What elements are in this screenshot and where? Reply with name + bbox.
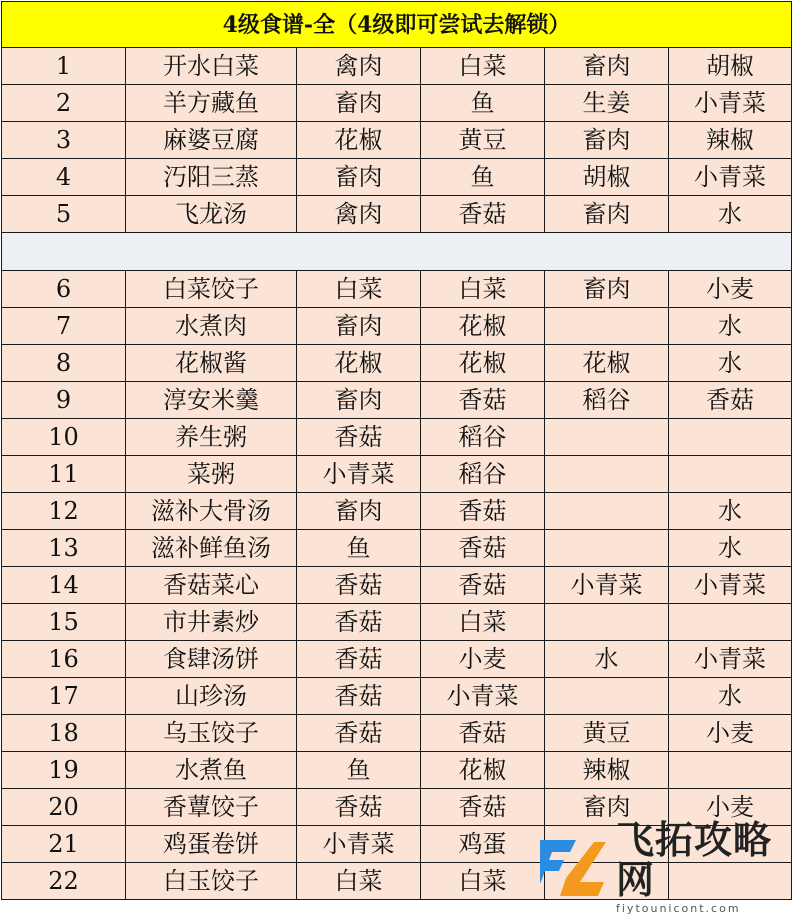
ingredient-3 — [545, 604, 669, 641]
recipe-number: 7 — [2, 308, 126, 345]
ingredient-2: 香菇 — [421, 789, 545, 826]
recipe-number: 9 — [2, 382, 126, 419]
recipe-name: 养生粥 — [126, 419, 297, 456]
ingredient-1: 香菇 — [297, 789, 421, 826]
ingredient-2: 鱼 — [421, 159, 545, 196]
recipe-number: 11 — [2, 456, 126, 493]
recipe-number: 12 — [2, 493, 126, 530]
recipe-name: 羊方藏鱼 — [126, 85, 297, 122]
ingredient-2: 香菇 — [421, 567, 545, 604]
ingredient-2: 白菜 — [421, 604, 545, 641]
recipe-number: 15 — [2, 604, 126, 641]
ingredient-4: 胡椒 — [669, 48, 792, 85]
ingredient-1: 白菜 — [297, 863, 421, 900]
ingredient-2: 白菜 — [421, 48, 545, 85]
ingredient-4 — [669, 604, 792, 641]
ingredient-4: 小青菜 — [669, 567, 792, 604]
recipe-number: 8 — [2, 345, 126, 382]
ingredient-3: 畜肉 — [545, 789, 669, 826]
table-row — [2, 567, 792, 604]
table-row — [2, 863, 792, 900]
recipe-number: 18 — [2, 715, 126, 752]
ingredient-4 — [669, 419, 792, 456]
ingredient-1: 鱼 — [297, 530, 421, 567]
ingredient-2: 香菇 — [421, 493, 545, 530]
recipe-name: 白菜饺子 — [126, 271, 297, 308]
ingredient-2: 黄豆 — [421, 122, 545, 159]
table-row — [2, 85, 792, 122]
table-row — [2, 345, 792, 382]
recipe-number: 16 — [2, 641, 126, 678]
ingredient-2: 香菇 — [421, 530, 545, 567]
recipe-number: 1 — [2, 48, 126, 85]
recipe-number: 20 — [2, 789, 126, 826]
recipe-name: 鸡蛋卷饼 — [126, 826, 297, 863]
table-title: 4级食谱-全（4级即可尝试去解锁） — [2, 2, 792, 48]
ingredient-3: 畜肉 — [545, 122, 669, 159]
ingredient-3 — [545, 308, 669, 345]
ingredient-4: 水 — [669, 530, 792, 567]
recipe-name: 开水白菜 — [126, 48, 297, 85]
table-row — [2, 530, 792, 567]
table-row — [2, 789, 792, 826]
table-row — [2, 493, 792, 530]
ingredient-1: 香菇 — [297, 678, 421, 715]
ingredient-3 — [545, 863, 669, 900]
recipe-name: 山珍汤 — [126, 678, 297, 715]
ingredient-3: 水 — [545, 641, 669, 678]
recipe-number: 21 — [2, 826, 126, 863]
ingredient-3 — [545, 678, 669, 715]
ingredient-1: 禽肉 — [297, 48, 421, 85]
ingredient-2: 花椒 — [421, 308, 545, 345]
ingredient-4: 水 — [669, 196, 792, 233]
spacer-cell — [2, 233, 792, 271]
ingredient-3: 花椒 — [545, 345, 669, 382]
recipe-name: 白玉饺子 — [126, 863, 297, 900]
table-row — [2, 419, 792, 456]
recipe-number: 13 — [2, 530, 126, 567]
ingredient-4: 小青菜 — [669, 641, 792, 678]
table-row — [2, 715, 792, 752]
ingredient-4: 水 — [669, 308, 792, 345]
recipe-name: 香蕈饺子 — [126, 789, 297, 826]
table-row — [2, 122, 792, 159]
ingredient-1: 香菇 — [297, 567, 421, 604]
ingredient-4: 小青菜 — [669, 85, 792, 122]
ingredient-1: 畜肉 — [297, 159, 421, 196]
ingredient-4 — [669, 456, 792, 493]
ingredient-4: 辣椒 — [669, 122, 792, 159]
table-row — [2, 456, 792, 493]
table-row — [2, 641, 792, 678]
ingredient-1: 鱼 — [297, 752, 421, 789]
recipe-name: 汅阳三蒸 — [126, 159, 297, 196]
ingredient-4: 香菇 — [669, 382, 792, 419]
recipe-number: 5 — [2, 196, 126, 233]
ingredient-2: 白菜 — [421, 271, 545, 308]
ingredient-1: 香菇 — [297, 715, 421, 752]
ingredient-1: 花椒 — [297, 122, 421, 159]
ingredient-2: 鱼 — [421, 85, 545, 122]
recipe-name: 滋补鲜鱼汤 — [126, 530, 297, 567]
title-row — [2, 2, 792, 48]
ingredient-3 — [545, 419, 669, 456]
recipe-number: 4 — [2, 159, 126, 196]
ingredient-1: 香菇 — [297, 419, 421, 456]
recipe-number: 17 — [2, 678, 126, 715]
ingredient-2: 香菇 — [421, 196, 545, 233]
ingredient-1: 畜肉 — [297, 308, 421, 345]
recipe-name: 麻婆豆腐 — [126, 122, 297, 159]
recipe-name: 飞龙汤 — [126, 196, 297, 233]
recipe-table — [1, 1, 792, 900]
ingredient-2: 花椒 — [421, 345, 545, 382]
ingredient-3 — [545, 826, 669, 863]
ingredient-3: 小青菜 — [545, 567, 669, 604]
ingredient-4: 小麦 — [669, 271, 792, 308]
ingredient-3: 黄豆 — [545, 715, 669, 752]
ingredient-4 — [669, 826, 792, 863]
ingredient-2: 稻谷 — [421, 419, 545, 456]
ingredient-2: 花椒 — [421, 752, 545, 789]
ingredient-4: 小青菜 — [669, 159, 792, 196]
ingredient-4: 小麦 — [669, 789, 792, 826]
ingredient-4: 水 — [669, 345, 792, 382]
recipe-number: 22 — [2, 863, 126, 900]
recipe-table-body — [2, 2, 792, 900]
ingredient-2: 鸡蛋 — [421, 826, 545, 863]
ingredient-3: 稻谷 — [545, 382, 669, 419]
recipe-number: 19 — [2, 752, 126, 789]
table-row — [2, 159, 792, 196]
recipe-name: 市井素炒 — [126, 604, 297, 641]
table-row — [2, 604, 792, 641]
watermark-cn: 飞拓攻略网 — [616, 817, 773, 902]
table-row — [2, 752, 792, 789]
ingredient-3 — [545, 530, 669, 567]
ingredient-2: 香菇 — [421, 715, 545, 752]
ingredient-1: 花椒 — [297, 345, 421, 382]
recipe-number: 10 — [2, 419, 126, 456]
ingredient-1: 白菜 — [297, 271, 421, 308]
ingredient-1: 畜肉 — [297, 85, 421, 122]
ingredient-4: 水 — [669, 493, 792, 530]
ingredient-2: 小青菜 — [421, 678, 545, 715]
ingredient-2: 白菜 — [421, 863, 545, 900]
recipe-name: 滋补大骨汤 — [126, 493, 297, 530]
recipe-name: 花椒酱 — [126, 345, 297, 382]
ingredient-3 — [545, 493, 669, 530]
recipe-name: 乌玉饺子 — [126, 715, 297, 752]
ingredient-1: 香菇 — [297, 604, 421, 641]
ingredient-1: 小青菜 — [297, 456, 421, 493]
ingredient-4 — [669, 863, 792, 900]
watermark-en: fiytounicont.com — [616, 902, 741, 915]
recipe-name: 菜粥 — [126, 456, 297, 493]
ingredient-4: 小麦 — [669, 715, 792, 752]
recipe-name: 水煮鱼 — [126, 752, 297, 789]
recipe-number: 2 — [2, 85, 126, 122]
table-row — [2, 308, 792, 345]
ingredient-3: 生姜 — [545, 85, 669, 122]
spacer-row — [2, 233, 792, 271]
ingredient-3: 畜肉 — [545, 48, 669, 85]
ingredient-4: 水 — [669, 678, 792, 715]
ingredient-3: 辣椒 — [545, 752, 669, 789]
recipe-name: 香菇菜心 — [126, 567, 297, 604]
ingredient-3: 畜肉 — [545, 196, 669, 233]
ingredient-2: 香菇 — [421, 382, 545, 419]
ingredient-2: 小麦 — [421, 641, 545, 678]
table-row — [2, 382, 792, 419]
ingredient-1: 小青菜 — [297, 826, 421, 863]
recipe-name: 食肆汤饼 — [126, 641, 297, 678]
recipe-number: 6 — [2, 271, 126, 308]
ingredient-1: 禽肉 — [297, 196, 421, 233]
recipe-number: 14 — [2, 567, 126, 604]
ingredient-3 — [545, 456, 669, 493]
recipe-name: 水煮肉 — [126, 308, 297, 345]
ingredient-2: 稻谷 — [421, 456, 545, 493]
table-row — [2, 196, 792, 233]
ingredient-4 — [669, 752, 792, 789]
table-row — [2, 826, 792, 863]
ingredient-3: 胡椒 — [545, 159, 669, 196]
table-row — [2, 271, 792, 308]
ingredient-1: 香菇 — [297, 641, 421, 678]
ingredient-1: 畜肉 — [297, 493, 421, 530]
recipe-number: 3 — [2, 122, 126, 159]
table-row — [2, 48, 792, 85]
table-row — [2, 678, 792, 715]
ingredient-1: 畜肉 — [297, 382, 421, 419]
ingredient-3: 畜肉 — [545, 271, 669, 308]
recipe-name: 淳安米羹 — [126, 382, 297, 419]
